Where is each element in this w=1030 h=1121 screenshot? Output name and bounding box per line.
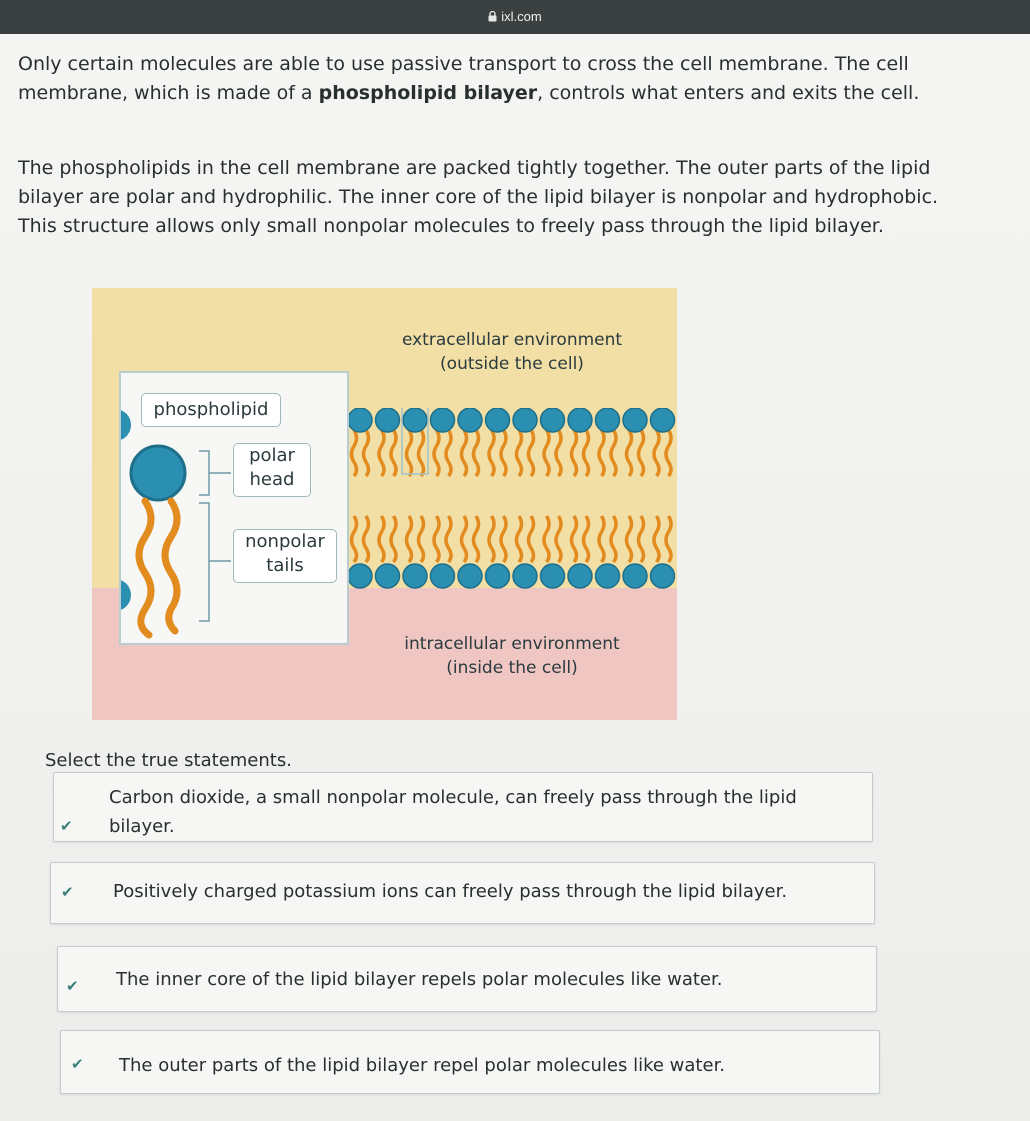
phospholipid-figure <box>121 373 351 647</box>
upper-tail <box>352 430 357 476</box>
upper-polar-head <box>376 408 400 432</box>
lower-tail <box>391 516 396 562</box>
choice-text: Carbon dioxide, a small nonpolar molecule, can freely pass through the lipid bilayer. <box>109 787 797 837</box>
lower-tail <box>407 516 412 562</box>
lower-tail <box>654 516 659 562</box>
page-content <box>0 34 1030 1121</box>
lower-polar-head <box>376 564 400 588</box>
lower-tail <box>434 516 439 562</box>
choice-text: Positively charged potassium ions can freely pass through the lipid bilayer. <box>113 881 788 902</box>
lower-polar-head <box>403 564 427 588</box>
upper-polar-head <box>431 408 455 432</box>
lower-polar-head <box>348 564 372 588</box>
address-bar[interactable] <box>0 9 1030 25</box>
upper-tail <box>544 430 549 476</box>
lower-polar-head <box>568 564 592 588</box>
lower-polar-head <box>651 564 675 588</box>
upper-tail <box>364 430 369 476</box>
lower-tail <box>364 516 369 562</box>
lower-tail <box>611 516 616 562</box>
checkmark-icon: ✔ <box>71 1055 84 1073</box>
upper-tail <box>529 430 534 476</box>
intro-paragraph: Only certain molecules are able to use passive transport to cross the cell membrane. The cell membrane, which is made of a phospholipid bilayer, controls what enters and exits the cell. <box>18 53 920 104</box>
upper-tail <box>391 430 396 476</box>
checkmark-icon: ✔ <box>60 817 73 835</box>
choice-text: The inner core of the lipid bilayer repels polar molecules like water. <box>116 969 723 990</box>
lower-tail <box>666 516 671 562</box>
upper-polar-head <box>623 408 647 432</box>
lock-icon <box>488 10 497 25</box>
upper-polar-head <box>541 408 565 432</box>
upper-tail <box>666 430 671 476</box>
upper-tail <box>489 430 494 476</box>
upper-tail <box>517 430 522 476</box>
upper-polar-head <box>513 408 537 432</box>
choice-text: The outer parts of the lipid bilayer repel polar molecules like water. <box>119 1055 726 1076</box>
upper-tail <box>627 430 632 476</box>
bilayer-diagram <box>92 288 677 720</box>
upper-tail <box>599 430 604 476</box>
upper-tail <box>379 430 384 476</box>
lower-tail <box>352 516 357 562</box>
lower-tail <box>639 516 644 562</box>
upper-tail <box>474 430 479 476</box>
partial-head-bottom <box>121 579 131 611</box>
upper-tail <box>639 430 644 476</box>
phospholipid-label: phospholipid <box>141 393 281 427</box>
upper-polar-head <box>348 408 372 432</box>
upper-polar-head <box>403 408 427 432</box>
lower-tail <box>529 516 534 562</box>
lower-tail <box>517 516 522 562</box>
lower-polar-head <box>458 564 482 588</box>
upper-tail <box>462 430 467 476</box>
upper-tail <box>446 430 451 476</box>
lower-tail <box>572 516 577 562</box>
lower-polar-head <box>513 564 537 588</box>
upper-polar-head <box>568 408 592 432</box>
upper-tail <box>419 430 424 476</box>
lower-tail <box>462 516 467 562</box>
polar-bracket <box>199 451 231 495</box>
tail-right <box>165 501 177 631</box>
lower-tail <box>446 516 451 562</box>
membrane-bilayer <box>342 408 677 608</box>
upper-tail <box>501 430 506 476</box>
checkmark-icon: ✔ <box>61 883 74 901</box>
lower-tail <box>544 516 549 562</box>
lower-tail <box>584 516 589 562</box>
upper-tail <box>434 430 439 476</box>
upper-tail <box>407 430 412 476</box>
lower-polar-head <box>623 564 647 588</box>
lower-polar-head <box>431 564 455 588</box>
structure-paragraph: The phospholipids in the cell membrane are packed tightly together. The outer parts of the lipid bilayer are polar and hydrophilic. The inner core of the lipid bilayer is nonpolar and hydrophobic. This structure allows only small nonpolar molecules to freely pass through the lipid bilayer. <box>18 157 939 237</box>
lower-tail <box>489 516 494 562</box>
polar-head <box>131 446 185 500</box>
checkmark-icon: ✔ <box>66 977 79 995</box>
upper-tail <box>654 430 659 476</box>
lower-polar-head <box>486 564 510 588</box>
upper-polar-head <box>596 408 620 432</box>
upper-tail <box>611 430 616 476</box>
nonpolar-tails-label: nonpolar tails <box>233 529 337 583</box>
partial-head-top <box>121 409 131 441</box>
lower-tail <box>474 516 479 562</box>
tail-left <box>139 501 151 635</box>
lower-tail <box>627 516 632 562</box>
intracellular-label: intracellular environment (inside the cell) <box>404 634 620 678</box>
upper-tail <box>556 430 561 476</box>
question-prompt: Select the true statements. <box>45 750 292 771</box>
lower-tail <box>419 516 424 562</box>
lower-tail <box>501 516 506 562</box>
upper-tail <box>584 430 589 476</box>
browser-top-bar <box>0 0 1030 34</box>
upper-tail <box>572 430 577 476</box>
upper-polar-head <box>458 408 482 432</box>
upper-polar-head <box>651 408 675 432</box>
url-text: ixl.com <box>501 9 542 24</box>
answer-choice-2[interactable] <box>50 862 875 924</box>
phospholipid-inset <box>119 371 349 645</box>
answer-choice-3[interactable] <box>57 946 877 1012</box>
extracellular-label: extracellular environment (outside the cell) <box>401 330 623 374</box>
lower-polar-head <box>541 564 565 588</box>
polar-head-label: polar head <box>233 443 311 497</box>
lower-polar-head <box>596 564 620 588</box>
answer-choice-1[interactable] <box>53 772 873 842</box>
nonpolar-bracket <box>199 503 231 621</box>
lower-tail <box>599 516 604 562</box>
lower-tail <box>556 516 561 562</box>
lower-tail <box>379 516 384 562</box>
answer-choice-4[interactable] <box>60 1030 880 1094</box>
upper-polar-head <box>486 408 510 432</box>
